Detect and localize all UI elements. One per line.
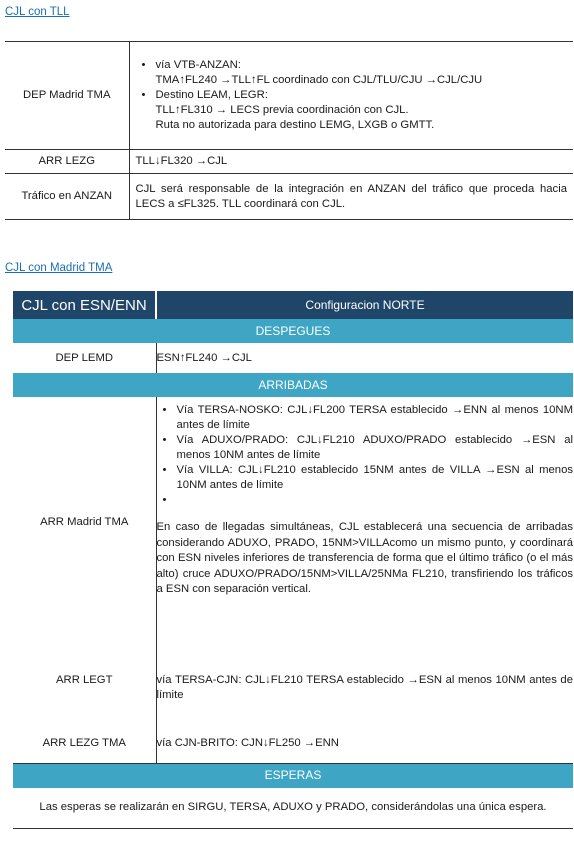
header-cjl-esn-enn: CJL con ESN/ENN — [13, 291, 156, 319]
table-row — [5, 174, 573, 220]
trafico-anzan-value: CJL será responsable de la integración en ANZAN del tráfico que proceda hacia LECS a ≤FL325. TLL coordinará con CJL. — [129, 174, 573, 220]
via-vtb-anzan-detail: TMA↑FL240 →TLL↑FL coordinado con CJL/TLU/CJU →CJL/CJU — [155, 74, 483, 86]
table-header-row — [13, 291, 573, 319]
arr-legt-label: ARR LEGT — [13, 659, 156, 725]
ruta-no-autorizada-text: Ruta no autorizada para destino LEMG, LXGB o GMTT. — [155, 119, 435, 131]
arr-madrid-tma-label: ARR Madrid TMA — [13, 397, 156, 659]
cjl-madrid-table — [13, 291, 573, 829]
dep-lemd-value: ESN↑FL240 →CJL — [156, 351, 252, 364]
arr-lezg-tma-value: vía CJN-BRITO: CJN↓FL250 →ENN — [156, 725, 573, 763]
list-item — [157, 493, 574, 510]
simultaneous-arrivals-paragraph: En caso de llegadas simultáneas, CJL establecerá una secuencia de arribadas considerando ADUXO, PRADO, 15NM>VILLAcomo un mismo punto, y coordinará con ESN niveles inferiores de transferencia de forma que el último tráfico (o el más alto) cruce ADUXO/PRADO/15NM>VILLA/25NMa FL210, transfiriendo los tráficos a ESN con separación vertical. — [156, 521, 573, 595]
dep-lemd-label: DEP LEMD — [13, 343, 156, 373]
arr-madrid-tma-value — [156, 397, 573, 659]
destino-leam-text: Destino LEAM, LEGR: — [155, 89, 268, 101]
band-arribadas: ARRIBADAS — [13, 373, 573, 397]
cjl-con-tll-link[interactable]: CJL con TLL — [5, 6, 70, 18]
arr-lezg-label: ARR LEZG — [5, 150, 129, 174]
header-configuracion-norte: Configuracion NORTE — [156, 291, 573, 319]
arr-lezg-value: TLL↓FL320 →CJL — [129, 150, 573, 174]
via-vtb-anzan-text: vía VTB-ANZAN: — [155, 59, 241, 71]
cjl-con-madrid-tma-link[interactable]: CJL con Madrid TMA — [5, 262, 113, 274]
list-item — [136, 58, 574, 88]
list-item: • Vía VILLA: CJL↓FL210 establecido 15NM antes de VILLA →ESN al menos 10NM antes de límite — [157, 463, 574, 493]
dep-madrid-tma-label: DEP Madrid TMA — [5, 42, 129, 150]
table-row — [13, 659, 573, 725]
table-row — [13, 343, 573, 373]
destino-leam-detail: TLL↑FL310 → LECS previa coordinación con CJL. — [155, 104, 409, 116]
cjl-tll-table — [5, 41, 573, 220]
arr-legt-value: vía TERSA-CJN: CJL↓FL210 TERSA establecido →ESN al menos 10NM antes de límite — [156, 674, 573, 701]
table-row — [13, 788, 573, 829]
band-esperas: ESPERAS — [13, 763, 573, 788]
dep-madrid-tma-value — [129, 42, 573, 150]
table-row — [5, 150, 573, 174]
arr-lezg-tma-label: ARR LEZG TMA — [13, 725, 156, 763]
table-row — [13, 397, 573, 659]
list-item: • Vía ADUXO/PRADO: CJL↓FL210 ADUXO/PRADO establecido →ESN al menos 10NM antes de límite — [157, 433, 574, 463]
trafico-anzan-label: Tráfico en ANZAN — [5, 174, 129, 220]
list-item: • Vía TERSA-NOSKO: CJL↓FL200 TERSA establecido →ENN al menos 10NM antes de límite — [157, 403, 574, 433]
list-item — [136, 88, 574, 133]
table-row — [5, 42, 573, 150]
esperas-text: Las esperas se realizarán en SIRGU, TERSA, ADUXO y PRADO, considerándolas una única espera. — [13, 788, 573, 829]
band-despegues: DESPEGUES — [13, 319, 573, 343]
table-row — [13, 725, 573, 763]
